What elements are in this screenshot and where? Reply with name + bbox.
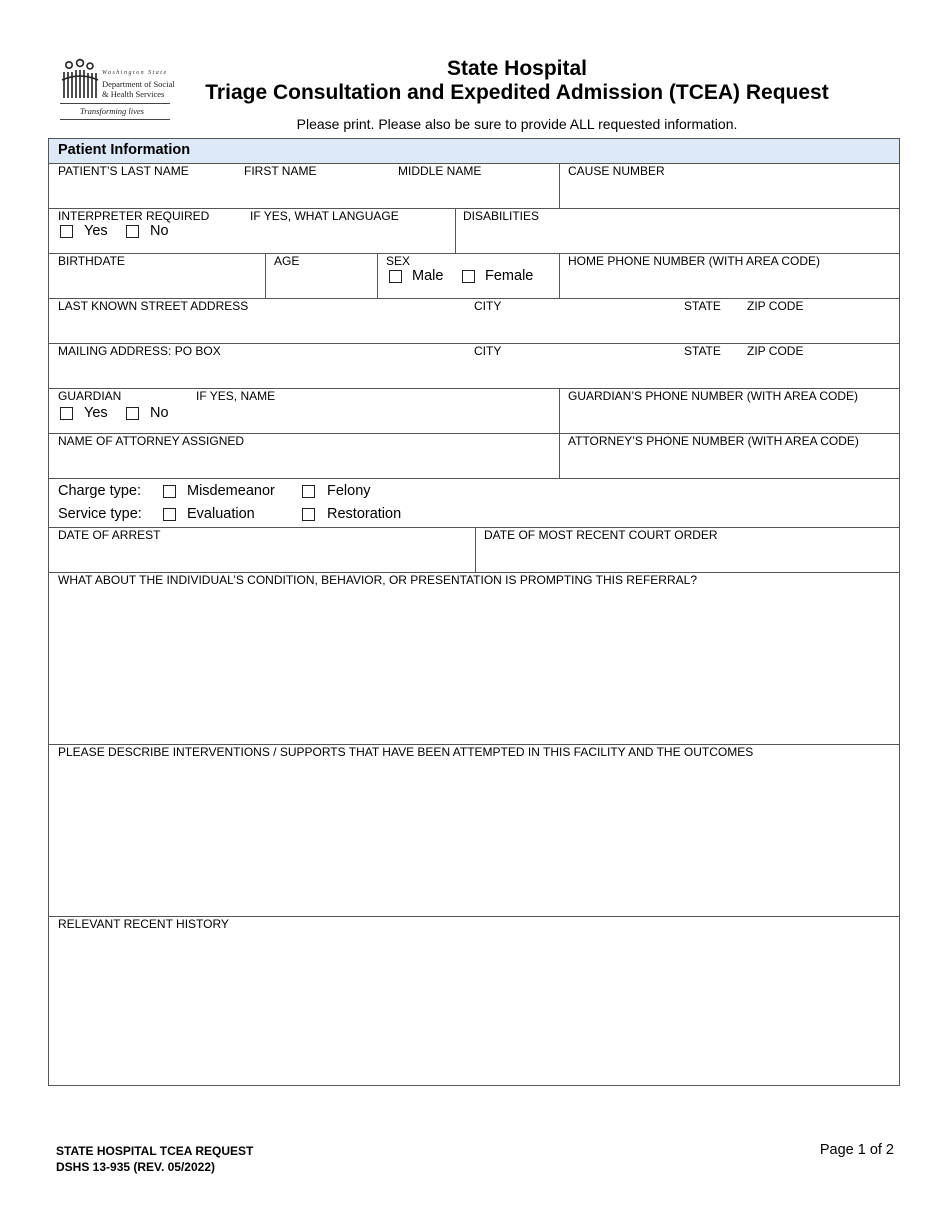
- column-divider: [265, 253, 266, 298]
- sex-male-label: Male: [412, 268, 444, 284]
- birthdate-label: BIRTHDATE: [58, 254, 125, 268]
- guardian-yes-label: Yes: [84, 405, 108, 421]
- street-address-label: LAST KNOWN STREET ADDRESS: [58, 299, 249, 313]
- guardian-name-label: IF YES, NAME: [196, 389, 276, 403]
- guardian-yes-checkbox[interactable]: [60, 407, 73, 420]
- service-type-label: Service type:: [58, 506, 142, 522]
- family-figures-icon: [60, 58, 100, 102]
- interpreter-no-label: No: [150, 223, 169, 239]
- date-of-arrest-label: DATE OF ARREST: [58, 528, 161, 542]
- history-label: RELEVANT RECENT HISTORY: [58, 917, 229, 931]
- column-divider: [377, 253, 378, 298]
- home-phone-label: HOME PHONE NUMBER (WITH AREA CODE): [568, 254, 821, 268]
- last-name-label: PATIENT’S LAST NAME: [58, 164, 189, 178]
- column-divider: [559, 388, 560, 478]
- guardian-phone-label: GUARDIAN’S PHONE NUMBER (WITH AREA CODE): [568, 389, 859, 403]
- interpreter-yes-label: Yes: [84, 223, 108, 239]
- instructions: Please print. Please also be sure to provide ALL requested information.: [296, 116, 738, 132]
- disabilities-label: DISABILITIES: [463, 209, 540, 223]
- section-title: Patient Information: [58, 142, 191, 158]
- logo-state: Washington State: [102, 70, 168, 76]
- first-name-label: FIRST NAME: [244, 164, 317, 178]
- age-label: AGE: [274, 254, 300, 268]
- service-restoration-label: Restoration: [327, 506, 402, 522]
- interpreter-required-label: INTERPRETER REQUIRED: [58, 209, 210, 223]
- logo-divider-bottom: [60, 119, 170, 120]
- charge-misdemeanor-label: Misdemeanor: [187, 483, 275, 499]
- middle-name-label: MIDDLE NAME: [398, 164, 482, 178]
- charge-misdemeanor-checkbox[interactable]: [163, 485, 176, 498]
- column-divider: [475, 527, 476, 572]
- service-evaluation-label: Evaluation: [187, 506, 255, 522]
- logo-agency: [102, 79, 175, 99]
- mailing-city-label: CITY: [474, 344, 502, 358]
- mailing-zip-label: ZIP CODE: [747, 344, 804, 358]
- title-line-2: Triage Consultation and Expedited Admission (TCEA) Request: [205, 81, 829, 104]
- street-city-label: CITY: [474, 299, 502, 313]
- logo-divider: [60, 103, 170, 104]
- footer-form-number: DSHS 13-935 (REV. 05/2022): [56, 1160, 215, 1174]
- charge-type-label: Charge type:: [58, 483, 142, 499]
- footer-form-title: STATE HOSPITAL TCEA REQUEST: [56, 1144, 254, 1158]
- street-zip-label: ZIP CODE: [747, 299, 804, 313]
- logo-agency-line1: Department of Social: [102, 79, 175, 89]
- column-divider: [455, 208, 456, 253]
- interventions-label: PLEASE DESCRIBE INTERVENTIONS / SUPPORTS THAT HAVE BEEN ATTEMPTED IN THIS FACILITY AND THE OUTCOMES: [58, 745, 754, 759]
- column-divider: [559, 163, 560, 208]
- patient-information-form: [48, 138, 900, 1086]
- charge-felony-checkbox[interactable]: [302, 485, 315, 498]
- mailing-state-label: STATE: [684, 344, 721, 358]
- attorney-phone-label: ATTORNEY’S PHONE NUMBER (WITH AREA CODE): [568, 434, 859, 448]
- row-divider: [49, 478, 899, 479]
- sex-female-checkbox[interactable]: [462, 270, 475, 283]
- title-line-1: State Hospital: [446, 57, 588, 80]
- column-divider: [559, 253, 560, 298]
- guardian-no-checkbox[interactable]: [126, 407, 139, 420]
- guardian-label: GUARDIAN: [58, 389, 122, 403]
- dshs-logo: [58, 58, 175, 120]
- sex-male-checkbox[interactable]: [389, 270, 402, 283]
- charge-felony-label: Felony: [327, 483, 371, 499]
- mailing-address-label: MAILING ADDRESS: PO BOX: [58, 344, 221, 358]
- language-label: IF YES, WHAT LANGUAGE: [250, 209, 399, 223]
- service-restoration-checkbox[interactable]: [302, 508, 315, 521]
- row-divider: [49, 527, 899, 528]
- sex-label: SEX: [386, 254, 411, 268]
- court-order-date-label: DATE OF MOST RECENT COURT ORDER: [484, 528, 718, 542]
- service-evaluation-checkbox[interactable]: [163, 508, 176, 521]
- sex-female-label: Female: [485, 268, 534, 284]
- guardian-no-label: No: [150, 405, 169, 421]
- interpreter-no-checkbox[interactable]: [126, 225, 139, 238]
- page-number: Page 1 of 2: [819, 1142, 894, 1158]
- logo-agency-line2: & Health Services: [102, 89, 165, 99]
- cause-number-label: CAUSE NUMBER: [568, 164, 665, 178]
- section-header: [49, 139, 899, 164]
- logo-tagline: Transforming lives: [80, 106, 144, 116]
- attorney-name-label: NAME OF ATTORNEY ASSIGNED: [58, 434, 245, 448]
- interpreter-yes-checkbox[interactable]: [60, 225, 73, 238]
- condition-label: WHAT ABOUT THE INDIVIDUAL’S CONDITION, BEHAVIOR, OR PRESENTATION IS PROMPTING THIS REFERRAL?: [58, 573, 697, 587]
- street-state-label: STATE: [684, 299, 721, 313]
